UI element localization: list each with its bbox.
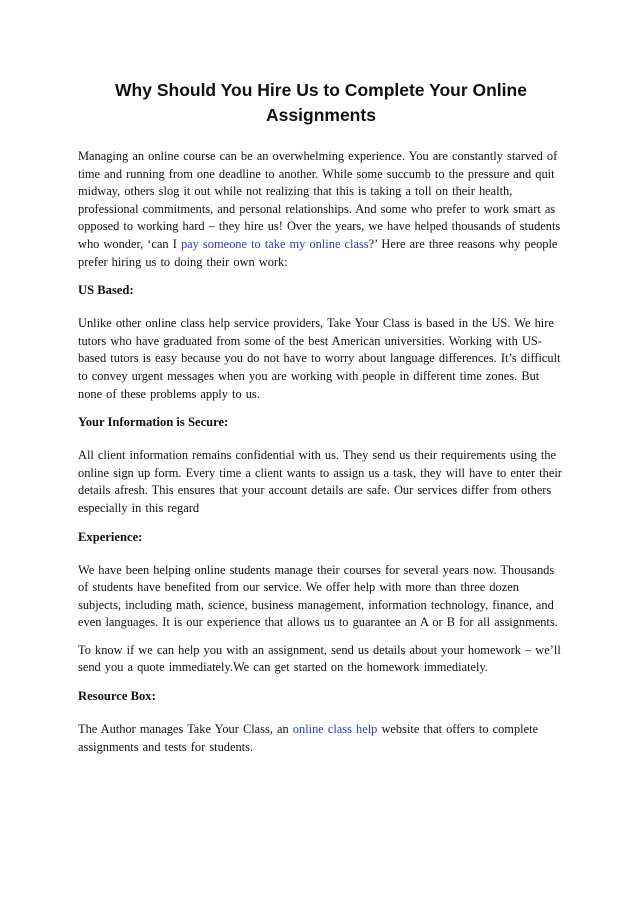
intro-text-end: ?’ Here are three reasons why people prefer hiring us to doing their own work:	[78, 236, 558, 269]
section-heading-us-based: US Based:	[78, 283, 134, 298]
section-heading-experience: Experience:	[78, 529, 143, 544]
resource-text-end: website that offers to complete assignments and tests for students.	[78, 722, 539, 754]
section-paragraph-experience: We have been helping online students manage their courses for several years now. Thousands of students have benefited from our service. We offer help with more than three dozen subjects, including math, science, business management, information technology, finance, and even languages. It is our experience that allows us to guarantee an A or B for all assignments.	[78, 562, 558, 630]
section-paragraph-quote: To know if we can help you with an assignment, send us details about your homework – we’ll send you a quote immediately.We can get started on the homework immediately.	[78, 642, 561, 675]
section-heading-information-secure: Your Information is Secure:	[78, 415, 229, 430]
online-class-help-link[interactable]: online class help	[292, 722, 378, 737]
intro-paragraph	[78, 148, 564, 271]
section-paragraph-information-secure: All client information remains confidential with us. They send us their requirements using the online sign up form. Every time a client wants to assign us a task, they will have to enter their details afresh. This ensures that your account details are safe. Our services differ from others especially in this regard	[78, 448, 562, 515]
pay-someone-link[interactable]: pay someone to take my online class	[180, 236, 369, 251]
resource-box-paragraph	[78, 721, 564, 756]
intro-text-start: Managing an online course can be an overwhelming experience. You are constantly starved of time and running from one deadline to another. While some succumb to the pressure and quit midway, others slog it out while not realizing that this is taking a toll on their health, professional commitments, and personal relationships. And some who prefer to work smart as opposed to working hard – they hire us! Over the years, we have helped thousands of students who wonder, ‘can I	[78, 149, 561, 251]
page-title: Why Should You Hire Us to Complete Your Online Assignments	[115, 80, 527, 125]
section-paragraph-us-based: Unlike other online class help service providers, Take Your Class is based in the US. We hire tutors who have graduated from some of the best American universities. Working with US-based tutors is easy because you do not have to worry about language differences. It’s difficult to convey urgent messages when you are working with people in different time zones. But none of these problems apply to us.	[78, 316, 561, 401]
resource-box-heading: Resource Box:	[78, 689, 156, 704]
resource-text-start: The Author manages Take Your Class, an	[78, 722, 293, 737]
